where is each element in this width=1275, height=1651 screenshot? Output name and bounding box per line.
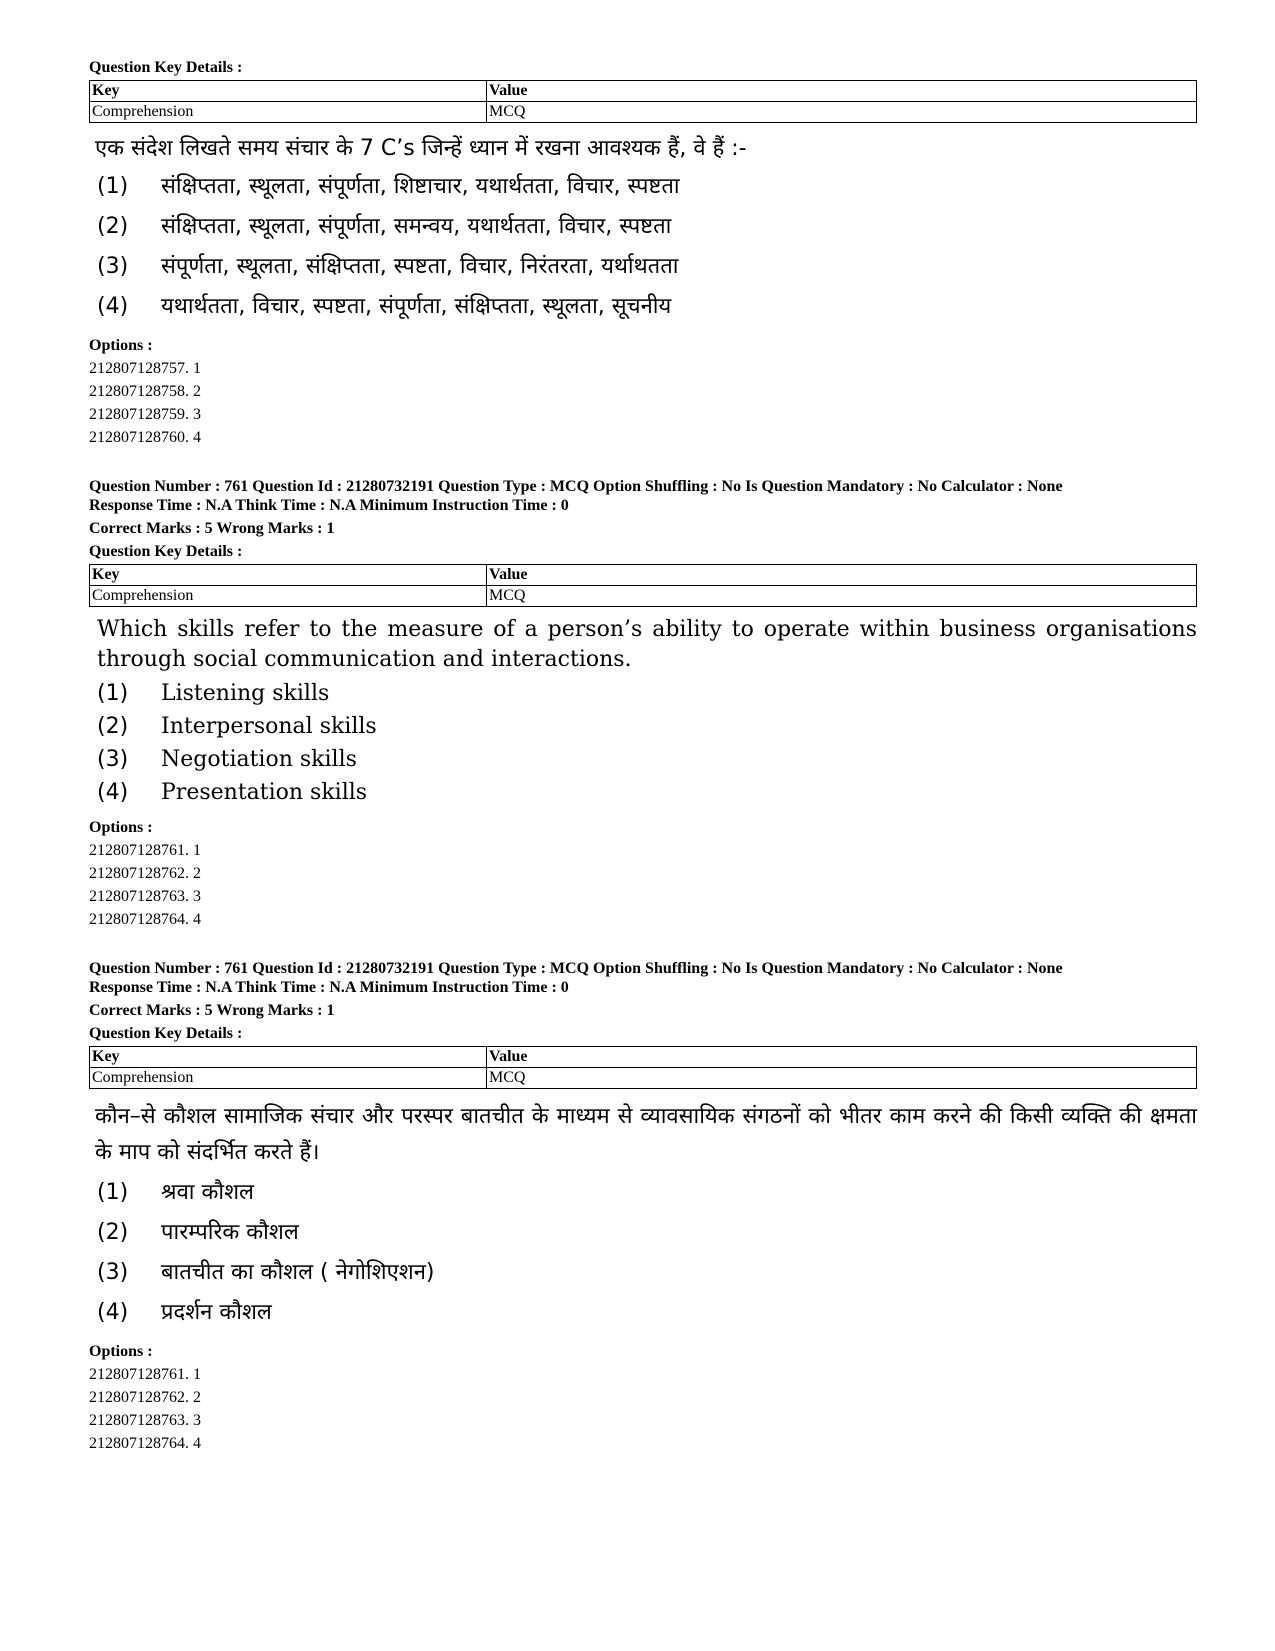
choice-text: Listening skills — [161, 681, 330, 706]
choice-number: (3) — [97, 254, 129, 279]
choice-text: पारम्परिक कौशल — [161, 1220, 299, 1245]
choice-text: बातचीत का कौशल ( नेगोशिएशन) — [161, 1260, 435, 1285]
choice-number: (1) — [97, 681, 129, 706]
question-header-line: Response Time : N.A Think Time : N.A Minimum Instruction Time : 0 — [89, 497, 569, 514]
choice-list — [89, 1173, 1197, 1333]
key-cell: Comprehension — [90, 102, 487, 123]
choice-item — [97, 743, 1197, 776]
choice-text: प्रदर्शन कौशल — [161, 1300, 272, 1325]
key-details-label: Question Key Details : — [89, 543, 243, 560]
key-header-cell: Key — [90, 1047, 487, 1068]
marks-line: Correct Marks : 5 Wrong Marks : 1 — [89, 520, 335, 537]
choice-text: Interpersonal skills — [161, 714, 377, 739]
choice-number: (3) — [97, 747, 129, 772]
block-spacer — [89, 931, 1197, 959]
question-block-3 — [89, 959, 1197, 1455]
option-id: 212807128760. 4 — [89, 429, 201, 446]
option-id: 212807128762. 2 — [89, 1389, 201, 1406]
choice-number: (4) — [97, 1300, 129, 1325]
choice-text: श्रवा कौशल — [161, 1180, 254, 1205]
choice-text: यथार्थतता, विचार, स्पष्टता, संपूर्णता, संक्षिप्तता, स्थूलता, सूचनीय — [161, 294, 672, 319]
value-header-cell: Value — [487, 565, 1197, 586]
question-header-line: Response Time : N.A Think Time : N.A Minimum Instruction Time : 0 — [89, 979, 569, 996]
key-cell: Comprehension — [90, 1068, 487, 1089]
choice-item — [97, 710, 1197, 743]
value-header-cell: Value — [487, 1047, 1197, 1068]
key-details-table — [89, 80, 1197, 123]
key-table-header-row — [90, 81, 1197, 102]
choice-number: (4) — [97, 294, 129, 319]
document-page — [89, 58, 1197, 1455]
choice-number: (1) — [97, 174, 129, 199]
choice-item — [97, 167, 1197, 207]
choice-text: संपूर्णता, स्थूलता, संक्षिप्तता, स्पष्टता, विचार, निरंतरता, यर्थाथतता — [161, 254, 679, 279]
choice-list — [89, 677, 1197, 809]
value-header-cell: Value — [487, 81, 1197, 102]
choice-list — [89, 167, 1197, 327]
key-details-label: Question Key Details : — [89, 59, 243, 76]
choice-number: (3) — [97, 1260, 129, 1285]
question-header-line: Question Number : 761 Question Id : 21280732191 Question Type : MCQ Option Shuffling : No Is Question Mandatory : No Calculator : None — [89, 960, 1063, 977]
question-header-line: Question Number : 761 Question Id : 21280732191 Question Type : MCQ Option Shuffling : No Is Question Mandatory : No Calculator : None — [89, 478, 1063, 495]
key-details-label: Question Key Details : — [89, 1025, 243, 1042]
choice-item — [97, 1213, 1197, 1253]
question-text: कौन–से कौशल सामाजिक संचार और परस्पर बातचीत के माध्यम से व्यावसायिक संगठनों को भीतर काम करने की किसी व्यक्ति की क्षमता के माप को संदर्भित करते हैं। — [95, 1104, 1197, 1165]
question-text: Which skills refer to the measure of a person’s ability to operate within business organisations through social communication and interactions. — [97, 617, 1197, 672]
option-id: 212807128764. 4 — [89, 911, 201, 928]
key-table-row — [90, 102, 1197, 123]
option-id: 212807128759. 3 — [89, 406, 201, 423]
option-id: 212807128758. 2 — [89, 383, 201, 400]
choice-item — [97, 207, 1197, 247]
choice-item — [97, 677, 1197, 710]
choice-text: Presentation skills — [161, 780, 368, 805]
question-text: एक संदेश लिखते समय संचार के 7 C’s जिन्हें ध्यान में रखना आवश्यक हैं, वे हैं :- — [95, 136, 747, 161]
choice-item — [97, 1293, 1197, 1333]
block-spacer — [89, 449, 1197, 477]
question-block-2 — [89, 477, 1197, 931]
key-table-header-row — [90, 1047, 1197, 1068]
question-block-1 — [89, 58, 1197, 449]
value-cell: MCQ — [487, 586, 1197, 607]
value-cell: MCQ — [487, 102, 1197, 123]
key-details-table — [89, 1046, 1197, 1089]
key-header-cell: Key — [90, 565, 487, 586]
options-label: Options : — [89, 337, 153, 354]
option-id: 212807128764. 4 — [89, 1435, 201, 1452]
choice-item — [97, 247, 1197, 287]
option-id: 212807128763. 3 — [89, 888, 201, 905]
choice-item — [97, 1173, 1197, 1213]
key-table-header-row — [90, 565, 1197, 586]
choice-number: (1) — [97, 1180, 129, 1205]
option-id: 212807128761. 1 — [89, 1366, 201, 1383]
options-label: Options : — [89, 819, 153, 836]
choice-item — [97, 1253, 1197, 1293]
key-header-cell: Key — [90, 81, 487, 102]
key-table-row — [90, 586, 1197, 607]
option-id: 212807128763. 3 — [89, 1412, 201, 1429]
choice-text: Negotiation skills — [161, 747, 357, 772]
key-details-table — [89, 564, 1197, 607]
options-label: Options : — [89, 1343, 153, 1360]
choice-number: (4) — [97, 780, 129, 805]
key-cell: Comprehension — [90, 586, 487, 607]
option-id: 212807128757. 1 — [89, 360, 201, 377]
choice-item — [97, 287, 1197, 327]
choice-number: (2) — [97, 714, 129, 739]
choice-number: (2) — [97, 214, 129, 239]
value-cell: MCQ — [487, 1068, 1197, 1089]
choice-number: (2) — [97, 1220, 129, 1245]
option-id: 212807128761. 1 — [89, 842, 201, 859]
choice-item — [97, 776, 1197, 809]
key-table-row — [90, 1068, 1197, 1089]
option-id: 212807128762. 2 — [89, 865, 201, 882]
choice-text: संक्षिप्तता, स्थूलता, संपूर्णता, शिष्टाचार, यथार्थतता, विचार, स्पष्टता — [161, 174, 680, 199]
marks-line: Correct Marks : 5 Wrong Marks : 1 — [89, 1002, 335, 1019]
choice-text: संक्षिप्तता, स्थूलता, संपूर्णता, समन्वय, यथार्थतता, विचार, स्पष्टता — [161, 214, 672, 239]
